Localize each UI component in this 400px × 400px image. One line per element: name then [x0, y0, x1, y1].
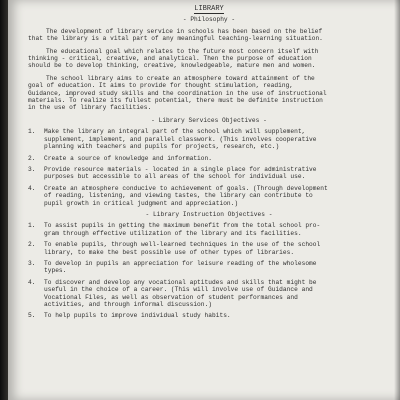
- item-text: To discover and develop any vocational aptitudes and skills that might be useful in the choice of a career. (This will involve use of Guidance and Vocational Files, as well as observation of student performances and activities, and through informal discussion.): [44, 278, 317, 308]
- section-heading-philosophy: - Philosophy -: [182, 16, 236, 24]
- list-item: [28, 312, 380, 319]
- list-item: [28, 166, 380, 181]
- library-instruction-list: [28, 222, 380, 319]
- list-item: [28, 279, 380, 309]
- item-number: 1.: [28, 222, 36, 230]
- list-item: [28, 155, 380, 162]
- item-text: To help pupils to improve individual study habits.: [44, 312, 231, 320]
- philosophy-paragraph: The school library aims to create an atmosphere toward attainment of the goal of education. It aims to provide for thought stimulation, reading, Guidance, improved study skills and the coordination in the use of instructional materials. To realize its fullest potential, there must be definite instruction in the use of library facilities.: [28, 74, 327, 112]
- list-item: [28, 241, 380, 256]
- item-text: To enable pupils, through well-learned techniques in the use of the school library, to make the best possible use of other types of libraries.: [44, 241, 321, 256]
- item-number: 4.: [28, 278, 36, 286]
- section-heading-library-services: - Library Services Objectives -: [151, 116, 267, 124]
- list-item: [28, 185, 380, 207]
- item-number: 3.: [28, 259, 36, 267]
- item-number: 3.: [28, 165, 36, 173]
- item-number: 2.: [28, 241, 36, 249]
- item-number: 5.: [28, 312, 36, 320]
- page-title: LIBRARY: [194, 5, 224, 13]
- item-number: 4.: [28, 184, 36, 192]
- library-services-list: [28, 128, 380, 207]
- list-item: [28, 260, 380, 275]
- page-content: [28, 6, 380, 324]
- item-text: Create a source of knowledge and information.: [44, 154, 212, 162]
- item-text: Provide resource materials - located in a single place for administrative purposes but accessible to all areas of the school for individual use.: [44, 165, 317, 181]
- item-text: To develop in pupils an appreciation for leisure reading of the wholesome types.: [44, 259, 317, 275]
- document-page: [8, 0, 400, 400]
- list-item: [28, 222, 380, 237]
- philosophy-paragraph: The educational goal which relates to the future most concern itself with thinking - critical, creative, and analytical. Then the purpose of education should be to develop thinking, creative, knowledgeable, mature men and women.: [28, 47, 319, 70]
- philosophy-paragraph: The development of library service in schools has been based on the belief that the library is a vital part of any meaningful teaching-learning situation.: [28, 27, 323, 43]
- item-text: To assist pupils in getting the maximum benefit from the total school pro- gram through effective utilization of the library and its facilities.: [44, 222, 321, 237]
- item-text: Make the library an integral part of the school which will supplement, supplement, implement, and parallel classwork. (This involves cooperative planning with teachers and pupils for projects, research, etc.): [44, 128, 317, 151]
- list-item: [28, 128, 380, 150]
- item-number: 1.: [28, 128, 36, 136]
- item-text: Create an atmosphere conducive to achievement of goals. (Through development of reading, listening, and viewing tastes, the library can contribute to pupil growth in critical judgment and appreciation.): [44, 184, 328, 207]
- section-heading-library-instruction: - Library Instruction Objectives -: [145, 210, 273, 218]
- item-number: 2.: [28, 154, 36, 162]
